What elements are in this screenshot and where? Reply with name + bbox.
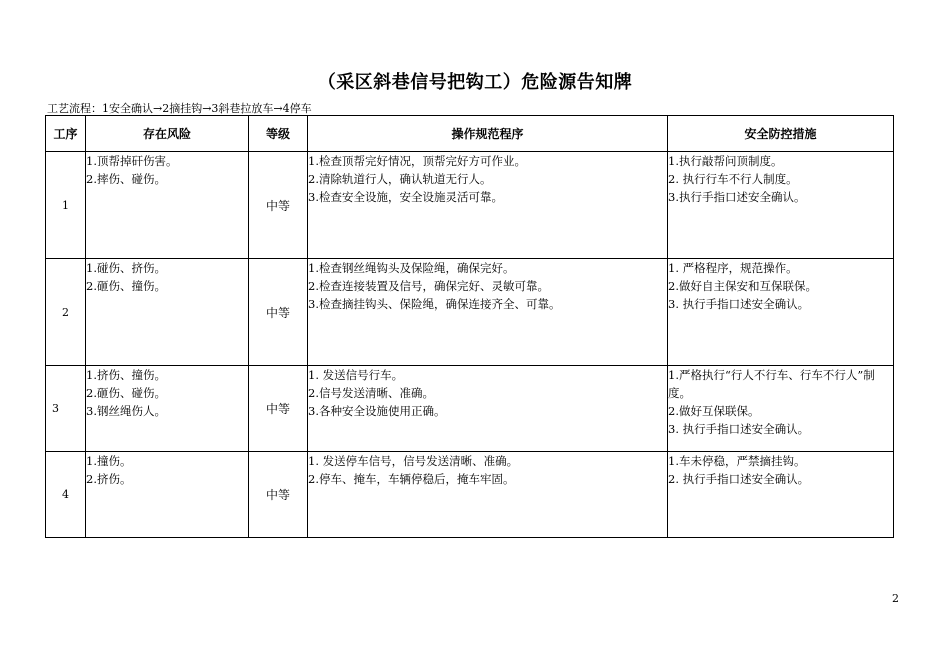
risk-cell (86, 152, 249, 259)
procedure-cell (308, 152, 668, 259)
seq-cell: 1 (46, 152, 86, 259)
procedure-line: 3.各种安全设施使用正确。 (308, 404, 446, 418)
level-cell: 中等 (249, 452, 308, 538)
table-row (46, 452, 894, 538)
header-procedure: 操作规范程序 (308, 116, 668, 152)
header-level: 等级 (249, 116, 308, 152)
risk-line: 2.砸伤、撞伤。 (86, 279, 166, 293)
procedure-line: 2.停车、掩车，车辆停稳后，掩车牢固。 (308, 472, 515, 486)
table-header-row (46, 116, 894, 152)
page-title: （采区斜巷信号把钩工）危险源告知牌 (317, 72, 633, 93)
risk-line: 2.挤伤。 (86, 472, 132, 486)
measures-cell (668, 366, 894, 452)
measure-line: 3.执行手指口述安全确认。 (668, 190, 806, 204)
level-cell: 中等 (249, 366, 308, 452)
table-row (46, 366, 894, 452)
procedure-line: 1.检查钢丝绳钩头及保险绳，确保完好。 (308, 261, 515, 275)
procedure-line: 1.检查顶帮完好情况，顶帮完好方可作业。 (308, 154, 526, 168)
measure-line: 2. 执行行车不行人制度。 (668, 172, 798, 186)
header-risk: 存在风险 (86, 116, 249, 152)
table-row (46, 152, 894, 259)
procedure-line: 2.清除轨道行人，确认轨道无行人。 (308, 172, 492, 186)
measure-line: 2.做好互保联保。 (668, 404, 760, 418)
measure-line: 2. 执行手指口述安全确认。 (668, 472, 810, 486)
risk-cell (86, 452, 249, 538)
seq-cell: 3 (46, 366, 86, 452)
risk-line: 2.摔伤、碰伤。 (86, 172, 166, 186)
risk-line: 1.碰伤、挤伤。 (86, 261, 166, 275)
hazard-table (45, 115, 894, 538)
risk-line: 1.顶帮掉矸伤害。 (86, 154, 178, 168)
measure-line: 1. 严格程序，规范操作。 (668, 261, 798, 275)
measures-cell (668, 452, 894, 538)
procedure-line: 3.检查安全设施，安全设施灵活可靠。 (308, 190, 503, 204)
procedure-cell (308, 366, 668, 452)
procedure-cell (308, 259, 668, 366)
measure-line: 3. 执行手指口述安全确认。 (668, 422, 810, 436)
level-cell: 中等 (249, 259, 308, 366)
procedure-line: 1. 发送停车信号，信号发送清晰、准确。 (308, 454, 519, 468)
measure-line: 3. 执行手指口述安全确认。 (668, 297, 810, 311)
risk-cell (86, 366, 249, 452)
seq-cell: 2 (46, 259, 86, 366)
procedure-line: 1. 发送信号行车。 (308, 368, 404, 382)
risk-line: 1.撞伤。 (86, 454, 132, 468)
measure-line: 1.车未停稳，严禁摘挂钩。 (668, 454, 806, 468)
level-cell: 中等 (249, 152, 308, 259)
header-seq: 工序 (46, 116, 86, 152)
measure-line: 1.严格执行“行人不行车、行车不行人”制度。 (668, 368, 875, 400)
page-number: 2 (892, 592, 899, 605)
measure-line: 1.执行敲帮问顶制度。 (668, 154, 783, 168)
risk-line: 3.钢丝绳伤人。 (86, 404, 166, 418)
measures-cell (668, 259, 894, 366)
risk-line: 2.砸伤、碰伤。 (86, 386, 166, 400)
risk-cell (86, 259, 249, 366)
process-flow: 工艺流程：1安全确认→2摘挂钩→3斜巷拉放车→4停车 (47, 102, 312, 115)
procedure-line: 2.信号发送清晰、准确。 (308, 386, 434, 400)
procedure-cell (308, 452, 668, 538)
measure-line: 2.做好自主保安和互保联保。 (668, 279, 817, 293)
risk-line: 1.挤伤、撞伤。 (86, 368, 166, 382)
header-measures: 安全防控措施 (668, 116, 894, 152)
seq-cell: 4 (46, 452, 86, 538)
procedure-line: 2.检查连接装置及信号，确保完好、灵敏可靠。 (308, 279, 549, 293)
measures-cell (668, 152, 894, 259)
procedure-line: 3.检查摘挂钩头、保险绳，确保连接齐全、可靠。 (308, 297, 561, 311)
table-row (46, 259, 894, 366)
